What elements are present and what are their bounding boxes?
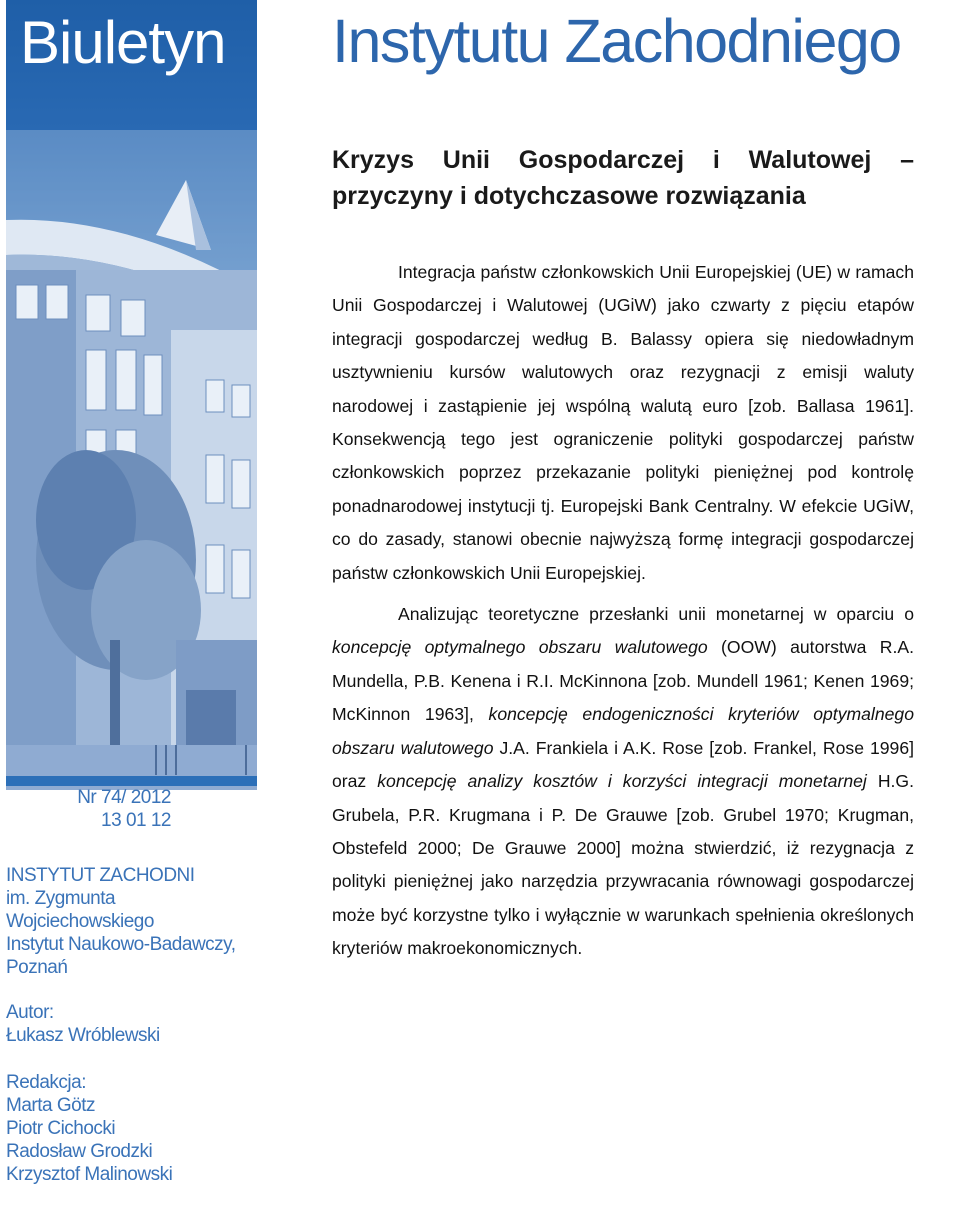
banner-divider bbox=[6, 776, 257, 786]
institute-line: INSTYTUT ZACHODNI bbox=[6, 865, 195, 886]
building-illustration bbox=[6, 0, 257, 790]
paragraph-2-text: H.G. Grubela, P.R. Krugmana i P. De Grauwe [zob. Grubel 1970; Krugman, Obstefeld 2000; De Grauwe 2000] można stwierdzić, iż rezygnacja z polityki pieniężnej jako narzędzia przywracania równowagi gospodarczej może być korzystne tylko i wyłącznie w warunkach spełnienia określonych kryteriów makroekonomicznych. bbox=[332, 771, 914, 959]
concept-term: koncepcję endogeniczności kryteriów optymalnego obszaru walutowego bbox=[332, 704, 914, 758]
editor-name: Krzysztof Malinowski bbox=[6, 1164, 173, 1185]
paragraph-2-text: Analizując teoretyczne przesłanki unii monetarnej w oparciu o bbox=[398, 604, 914, 625]
author-block bbox=[6, 1001, 257, 1047]
institute-line: im. Zygmunta bbox=[6, 888, 116, 909]
institute-line: Instytut Naukowo-Badawczy, bbox=[6, 934, 236, 955]
paragraph-2-text: (OOW) autorstwa R.A. Mundella, P.B. Kenena i R.I. McKinnona [zob. Mundell 1961; Kenen 1969; McKinnon 1963], bbox=[332, 637, 914, 725]
issue-number: Nr 74/ 2012 bbox=[77, 787, 171, 808]
institute-block bbox=[6, 864, 257, 979]
article bbox=[332, 142, 914, 966]
concept-term: koncepcję analizy kosztów i korzyści integracji monetarnej bbox=[377, 771, 867, 792]
editors-label: Redakcja: bbox=[6, 1072, 86, 1093]
paragraph-2 bbox=[332, 598, 914, 965]
article-title-line-2: przyczyny i dotychczasowe rozwiązania bbox=[332, 182, 806, 210]
banner bbox=[6, 0, 257, 790]
paragraph-2-text: J.A. Frankiela i A.K. Rose [zob. Frankel, Rose 1996] oraz bbox=[332, 737, 914, 792]
author-label: Autor: bbox=[6, 1002, 54, 1023]
institute-line: Poznań bbox=[6, 957, 68, 978]
issue-block bbox=[6, 786, 257, 832]
editor-name: Marta Götz bbox=[6, 1095, 95, 1116]
issue-date: 13 01 12 bbox=[101, 810, 171, 831]
institute-line: Wojciechowskiego bbox=[6, 911, 154, 932]
article-title-line-1: Kryzys Unii Gospodarczej i Walutowej – bbox=[332, 146, 914, 174]
editor-name: Radosław Grodzki bbox=[6, 1141, 153, 1162]
paragraph-1: Integracja państw członkowskich Unii Europejskiej (UE) w ramach Unii Gospodarczej i Walutowej (UGiW) jako czwarty z pięciu etapów integracji gospodarczej według B. Balassy opiera się niedowładnym usztywnieniu kursów walutowych oraz rezygnacji z emisji waluty narodowej i zastąpienie jej wspólną walutą euro [zob. Ballasa 1961]. Konsekwencją tego jest ograniczenie polityki gospodarczej państw członkowskich poprzez przekazanie polityki pieniężnej pod kontrolę ponadnarodowej instytucji tj. Europejski Bank Centralny. W efekcie UGiW, co do zasady, stanowi obecnie najwyższą formę integracji gospodarczej państw członkowskich Unii Europejskiej. bbox=[332, 262, 914, 583]
header-title: Instytutu Zachodniego bbox=[332, 7, 901, 75]
editor-name: Piotr Cichocki bbox=[6, 1118, 116, 1139]
editors-block bbox=[6, 1071, 257, 1186]
author-name: Łukasz Wróblewski bbox=[6, 1025, 160, 1046]
article-title bbox=[332, 142, 914, 214]
sidebar-info bbox=[6, 786, 257, 1186]
concept-term: koncepcję optymalnego obszaru walutowego bbox=[332, 637, 708, 658]
banner-title: Biuletyn bbox=[20, 9, 226, 76]
article-body bbox=[332, 256, 914, 966]
